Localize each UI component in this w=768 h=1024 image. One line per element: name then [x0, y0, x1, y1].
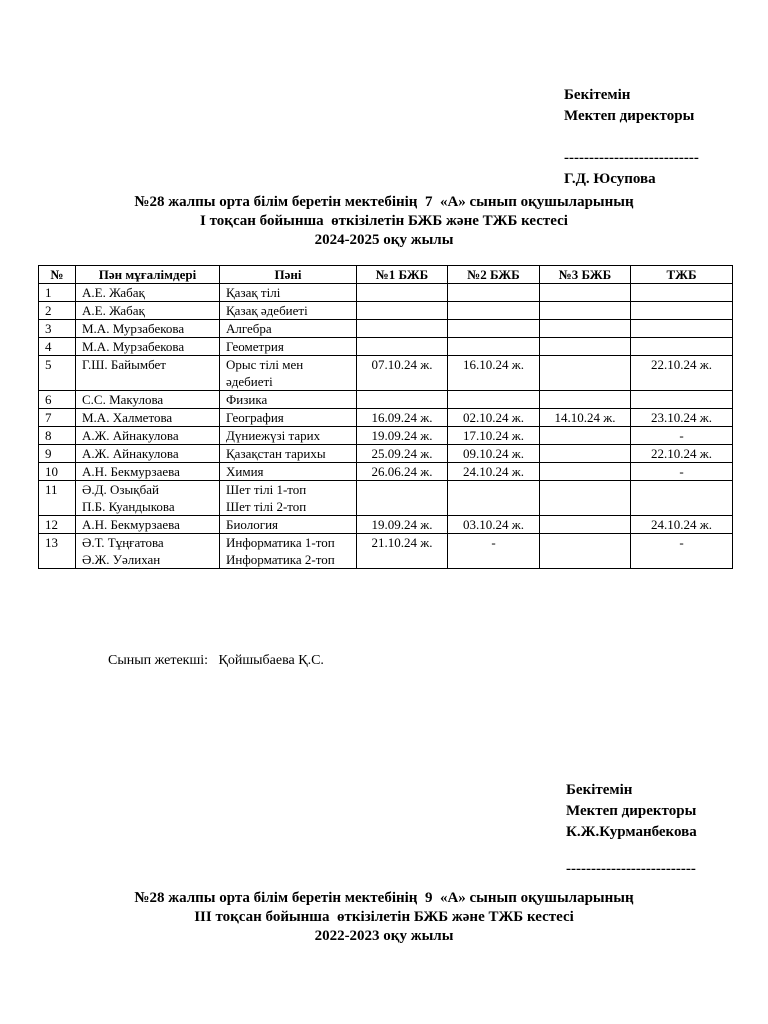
bjb3-date [540, 445, 631, 463]
bjb3-date [540, 338, 631, 356]
teacher-name: Ә.Д. Озықбай [82, 482, 159, 497]
teacher-name: Ә.Ж. Уәлихан [82, 552, 161, 567]
subject-name: Химия [226, 464, 264, 479]
teacher-name: А.Ж. Айнакулова [82, 428, 179, 443]
bjb1-date: 19.09.24 ж. [357, 516, 448, 534]
table-body [39, 284, 733, 569]
bjb2-date [448, 320, 540, 338]
subject-name: География [226, 410, 284, 425]
bjb2-date [448, 338, 540, 356]
document-title-top [0, 193, 768, 250]
director-name: Г.Д. Юсупова [564, 171, 656, 187]
signature-line: --------------------------- [564, 150, 699, 166]
teacher-cell [76, 320, 220, 338]
header-teachers: Пән мұғалімдері [76, 266, 220, 284]
bjb3-date [540, 463, 631, 481]
tjb-date [631, 481, 733, 516]
row-number: 7 [39, 409, 76, 427]
title-line-3: 2022-2023 оқу жылы [314, 928, 454, 944]
bjb3-date [540, 481, 631, 516]
teacher-name: А.Е. Жабақ [82, 285, 145, 300]
bjb1-date [357, 338, 448, 356]
subject-cell [220, 302, 357, 320]
tjb-date: 22.10.24 ж. [631, 356, 733, 391]
bjb1-date [357, 302, 448, 320]
subject-cell [220, 481, 357, 516]
row-number: 4 [39, 338, 76, 356]
teacher-name: П.Б. Куандыкова [82, 499, 175, 514]
director-title: Мектеп директоры [566, 803, 697, 819]
bjb3-date [540, 356, 631, 391]
subject-name: Қазақ әдебиеті [226, 303, 308, 318]
table-row [39, 463, 733, 481]
bjb2-date: 16.10.24 ж. [448, 356, 540, 391]
bjb2-date [448, 481, 540, 516]
teacher-name: Ә.Т. Тұңғатова [82, 535, 164, 550]
subject-name: Қазақстан тарихы [226, 446, 326, 461]
bjb2-date: 24.10.24 ж. [448, 463, 540, 481]
teacher-cell [76, 391, 220, 409]
bjb1-date: 26.06.24 ж. [357, 463, 448, 481]
header-subject: Пәні [220, 266, 357, 284]
title-line-2: І тоқсан бойынша өткізілетін БЖБ және ТЖБ кестесі [200, 213, 568, 229]
bjb3-date [540, 391, 631, 409]
teacher-cell [76, 445, 220, 463]
subject-name: Орыс тілі мен әдебиеті [226, 357, 304, 389]
table-row [39, 302, 733, 320]
bjb1-date: 19.09.24 ж. [357, 427, 448, 445]
bjb3-date [540, 534, 631, 569]
bjb2-date [448, 284, 540, 302]
table-row [39, 284, 733, 302]
header-number: № [39, 266, 76, 284]
subject-name: Информатика 2-топ [226, 552, 335, 567]
table-row [39, 409, 733, 427]
subject-name: Шет тілі 2-топ [226, 499, 307, 514]
bjb1-date [357, 284, 448, 302]
approval-block-top [564, 85, 699, 190]
table-row [39, 320, 733, 338]
table-row [39, 445, 733, 463]
subject-name: Биология [226, 517, 279, 532]
title-line-3: 2024-2025 оқу жылы [314, 232, 454, 248]
header-bjb2: №2 БЖБ [448, 266, 540, 284]
tjb-date: 24.10.24 ж. [631, 516, 733, 534]
bjb3-date [540, 284, 631, 302]
teacher-cell [76, 427, 220, 445]
bjb2-date [448, 391, 540, 409]
tjb-date: - [631, 534, 733, 569]
bjb3-date [540, 516, 631, 534]
tjb-date [631, 284, 733, 302]
document-title-bottom [0, 889, 768, 946]
subject-cell [220, 463, 357, 481]
approval-block-bottom [566, 780, 697, 880]
subject-cell [220, 338, 357, 356]
teacher-name: М.А. Мурзабекова [82, 339, 185, 354]
director-title: Мектеп директоры [564, 108, 695, 124]
teacher-cell [76, 356, 220, 391]
teacher-cell [76, 534, 220, 569]
subject-name: Дүниежүзі тарих [226, 428, 321, 443]
subject-name: Физика [226, 392, 268, 407]
subject-cell [220, 409, 357, 427]
class-teacher [108, 653, 324, 669]
bjb1-date [357, 320, 448, 338]
table-row [39, 427, 733, 445]
bjb1-date [357, 391, 448, 409]
teacher-name: М.А. Мурзабекова [82, 321, 185, 336]
bjb3-date: 14.10.24 ж. [540, 409, 631, 427]
bjb1-date: 16.09.24 ж. [357, 409, 448, 427]
row-number: 6 [39, 391, 76, 409]
row-number: 3 [39, 320, 76, 338]
subject-name: Информатика 1-топ [226, 535, 335, 550]
tjb-date: 22.10.24 ж. [631, 445, 733, 463]
row-number: 10 [39, 463, 76, 481]
title-line-1: №28 жалпы орта білім беретін мектебінің 7 «А» сынып оқушыларының [134, 194, 634, 210]
bjb3-date [540, 320, 631, 338]
teacher-name: А.Ж. Айнакулова [82, 446, 179, 461]
teacher-name: А.Н. Бекмурзаева [82, 517, 180, 532]
row-number: 11 [39, 481, 76, 516]
subject-cell [220, 391, 357, 409]
subject-cell [220, 427, 357, 445]
table-row [39, 516, 733, 534]
tjb-date: - [631, 463, 733, 481]
header-bjb3: №3 БЖБ [540, 266, 631, 284]
approval-label: Бекітемін [566, 782, 633, 798]
subject-name: Шет тілі 1-топ [226, 482, 307, 497]
teacher-cell [76, 481, 220, 516]
teacher-cell [76, 302, 220, 320]
table-row [39, 356, 733, 391]
subject-cell [220, 284, 357, 302]
bjb3-date [540, 427, 631, 445]
header-bjb1: №1 БЖБ [357, 266, 448, 284]
signature-line: -------------------------- [566, 861, 696, 877]
subject-cell [220, 356, 357, 391]
schedule-table [38, 265, 733, 569]
bjb1-date [357, 481, 448, 516]
bjb1-date: 25.09.24 ж. [357, 445, 448, 463]
tjb-date [631, 320, 733, 338]
tjb-date [631, 338, 733, 356]
tjb-date [631, 302, 733, 320]
teacher-cell [76, 409, 220, 427]
bjb2-date: 17.10.24 ж. [448, 427, 540, 445]
bjb1-date: 07.10.24 ж. [357, 356, 448, 391]
teacher-name: Г.Ш. Байымбет [82, 357, 166, 372]
bjb2-date: - [448, 534, 540, 569]
director-name: К.Ж.Курманбекова [566, 824, 697, 840]
tjb-date: 23.10.24 ж. [631, 409, 733, 427]
subject-cell [220, 516, 357, 534]
table-row [39, 391, 733, 409]
subject-cell [220, 320, 357, 338]
row-number: 9 [39, 445, 76, 463]
row-number: 13 [39, 534, 76, 569]
table-row [39, 481, 733, 516]
tjb-date: - [631, 427, 733, 445]
teacher-cell [76, 284, 220, 302]
teacher-cell [76, 463, 220, 481]
teacher-name: М.А. Халметова [82, 410, 173, 425]
row-number: 8 [39, 427, 76, 445]
subject-cell [220, 534, 357, 569]
teacher-cell [76, 338, 220, 356]
teacher-name: А.Н. Бекмурзаева [82, 464, 180, 479]
table-row [39, 534, 733, 569]
title-line-1: №28 жалпы орта білім беретін мектебінің 9 «А» сынып оқушыларының [134, 890, 634, 906]
bjb2-date: 03.10.24 ж. [448, 516, 540, 534]
subject-name: Қазақ тілі [226, 285, 281, 300]
subject-name: Геометрия [226, 339, 284, 354]
table-header-row [39, 266, 733, 284]
subject-name: Алгебра [226, 321, 272, 336]
row-number: 12 [39, 516, 76, 534]
bjb1-date: 21.10.24 ж. [357, 534, 448, 569]
subject-cell [220, 445, 357, 463]
class-teacher-label: Сынып жетекші: [108, 653, 209, 668]
bjb2-date [448, 302, 540, 320]
row-number: 1 [39, 284, 76, 302]
header-tjb: ТЖБ [631, 266, 733, 284]
approval-label: Бекітемін [564, 87, 631, 103]
row-number: 5 [39, 356, 76, 391]
bjb3-date [540, 302, 631, 320]
row-number: 2 [39, 302, 76, 320]
bjb2-date: 09.10.24 ж. [448, 445, 540, 463]
tjb-date [631, 391, 733, 409]
title-line-2: ІІІ тоқсан бойынша өткізілетін БЖБ және ТЖБ кестесі [194, 909, 574, 925]
class-teacher-name: Қойшыбаева Қ.С. [218, 653, 324, 668]
teacher-name: С.С. Макулова [82, 392, 164, 407]
table-row [39, 338, 733, 356]
bjb2-date: 02.10.24 ж. [448, 409, 540, 427]
teacher-name: А.Е. Жабақ [82, 303, 145, 318]
teacher-cell [76, 516, 220, 534]
